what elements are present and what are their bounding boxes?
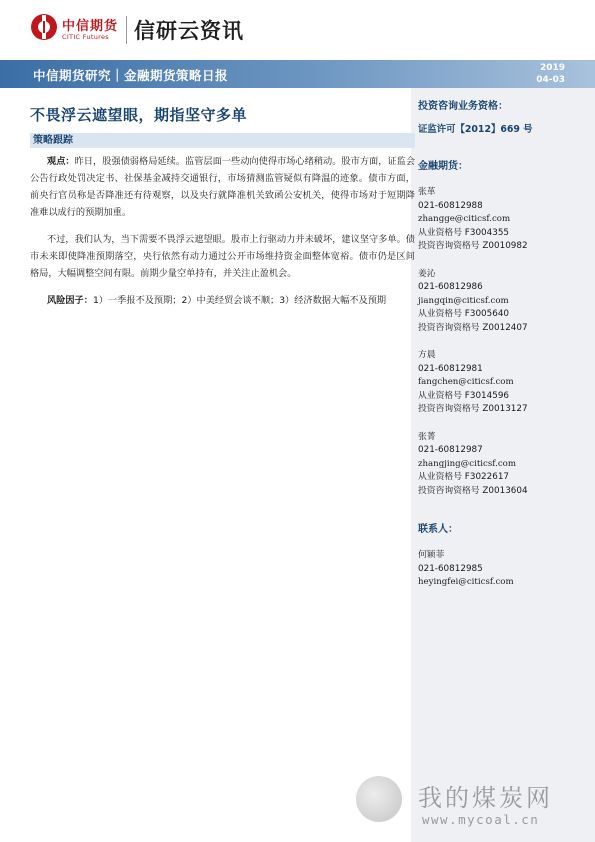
watermark-url: www.mycoal.cn [422,812,540,827]
brand-title: 信研云资讯 [134,18,244,43]
analyst-license: 从业资格号 F3022617 [418,472,510,482]
analyst-license: 从业资格号 F3014596 [418,390,510,401]
citic-logo-icon [30,13,58,41]
paragraph-strategy [30,231,415,282]
report-year: 2019 [539,63,565,73]
analyst-email[interactable]: zhangjing@citicsf.com [418,458,516,469]
team-heading: 金融期货： [418,161,468,172]
qualification-heading: 投资咨询业务资格： [418,101,508,112]
analyst-license: 从业资格号 F3004355 [418,227,510,238]
analyst-name: 姜沁 [418,268,436,279]
qualification-text: 证监许可【2012】669 号 [418,124,533,135]
watermark-logo-icon [356,776,402,822]
analyst-card [418,431,588,499]
logo-chinese-name: 中信期货 [62,19,119,34]
analyst-name: 张菁 [418,431,436,442]
paragraph-risk [30,292,415,309]
viewpoint-lead: 观点： [47,156,75,167]
risk-lead: 风险因子： [47,295,93,306]
analyst-phone: 021-60812987 [418,445,483,455]
risk-text: 1）一季报不及预期；2）中美经贸会谈不顺；3）经济数据大幅不及预期 [92,295,387,306]
section-heading: 策略跟踪 [30,133,415,148]
paragraph-viewpoint [30,153,415,221]
logo-english-name: CITIC Futures [62,33,109,41]
analyst-advisory: 投资咨询资格号 Z0010982 [418,241,528,251]
analyst-advisory: 投资咨询资格号 Z0012407 [418,322,528,333]
analyst-license: 从业资格号 F3005640 [418,309,510,319]
contact-email[interactable]: heyingfei@citicsf.com [418,577,514,587]
watermark-text: 我的煤炭网 [418,784,553,812]
article-body [30,100,415,319]
analyst-email[interactable]: jiangqin@citicsf.com [418,295,509,306]
watermark [356,770,586,835]
report-date [536,62,565,86]
contact-heading: 联系人： [418,524,458,535]
contact-name: 何颖菲 [418,550,445,560]
strategy-text: 不过，我们认为，当下需要不畏浮云遮望眼。股市上行驱动力并未破坏，建议坚守多单。债市未来即使降准预期落空，央行依然有动力通过公开市场维持资金面整体宽裕。债市仍是区间格局，大幅调整空间有限。前期少量空单持有，并关注止盈机会。 [30,234,415,279]
report-series-title: 中信期货研究｜金融期货策略日报 [33,68,229,83]
analyst-phone: 021-60812988 [418,200,483,211]
analyst-card [418,268,588,336]
contact-card [418,549,588,590]
page-header [0,0,595,60]
analyst-email[interactable]: zhangge@citicsf.com [418,214,511,224]
viewpoint-text: 昨日，股强债弱格局延续。监管层面一些动向使得市场心绪稍动。股市方面，证监会公告行政处罚决定书、社保基金减持交通银行，市场猜测监管疑似有降温的迹象。债市方面，前央行官员称是否降准还有待观察，以及央行就降准机关致函公安机关，使得市场对于短期降准难以成行的预期加重。 [30,156,416,218]
analyst-phone: 021-60812986 [418,282,483,292]
report-month-day: 04-03 [536,75,565,85]
logo-divider [126,16,127,44]
analyst-advisory: 投资咨询资格号 Z0013127 [418,404,528,414]
analyst-card [418,349,588,417]
analyst-advisory: 投资咨询资格号 Z0013604 [418,485,528,496]
article-title: 不畏浮云遮望眼，期指坚守多单 [30,106,248,124]
analyst-card [418,186,588,254]
analyst-name: 张革 [418,187,436,197]
analyst-email[interactable]: fangchen@citicsf.com [418,377,514,387]
analyst-name: 方晨 [418,350,436,360]
contact-phone: 021-60812985 [418,563,483,574]
report-title-bar [0,60,595,88]
analyst-phone: 021-60812981 [418,363,483,374]
sidebar [418,97,588,590]
